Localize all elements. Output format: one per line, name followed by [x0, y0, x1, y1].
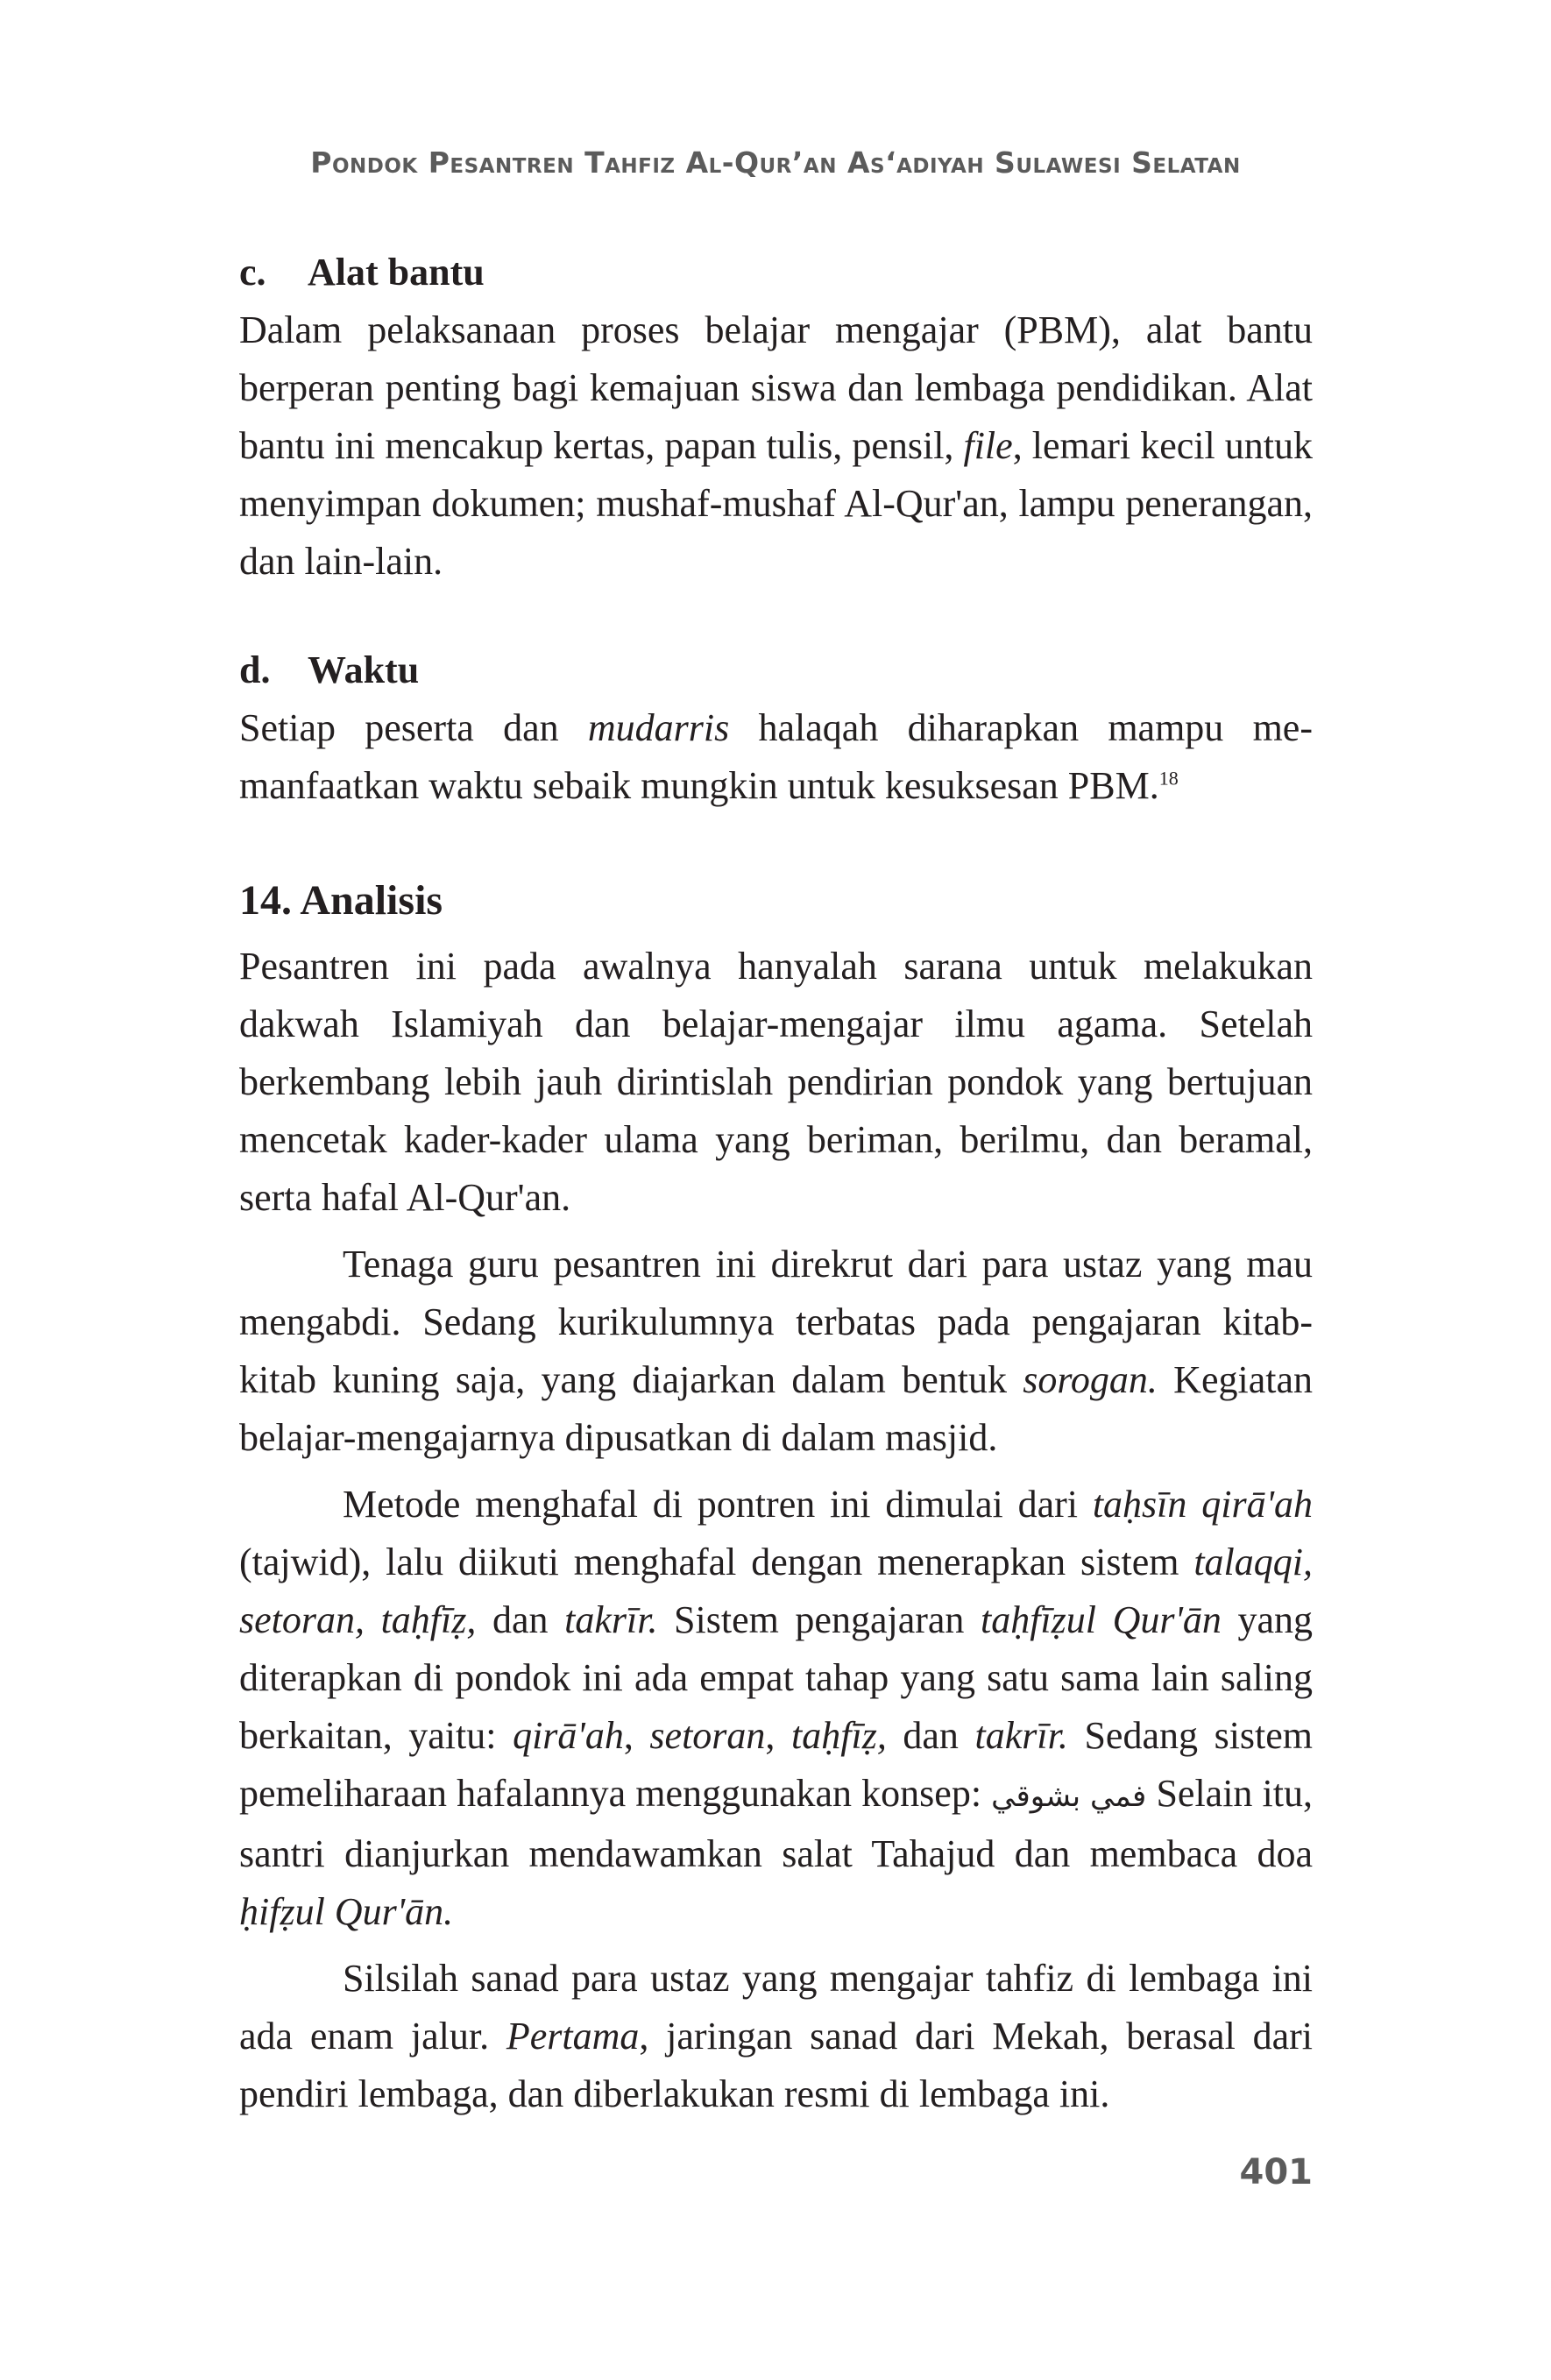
italic-term: qirā'ah: [513, 1714, 624, 1757]
text-run: ,: [765, 1714, 792, 1757]
section-14-heading: 14. Analisis: [239, 877, 443, 924]
italic-term: takrīr.: [564, 1598, 658, 1641]
text-run: , lemari kecil untuk menyimpan dokumen; mushaf-mushaf Al-Qur'an, lampu penerangan, dan lain-lain.: [239, 424, 1313, 583]
text-run: Kegiatan belajar-mengajarnya dipusatkan di dalam masjid.: [239, 1358, 1313, 1459]
section-c-paragraph: [239, 301, 1313, 591]
text-run: Setiap peserta dan: [239, 706, 588, 749]
section-d-heading: [239, 641, 1313, 699]
analysis-paragraph-3: [239, 1476, 1313, 1941]
text-run: Sedang sistem pemeliharaan hafalannya menggunakan konsep:: [239, 1714, 1314, 1815]
italic-term: file: [963, 424, 1013, 467]
text-run: yang diterapkan di pondok ini ada empat tahap yang satu sama lain saling berkaitan, yaitu:: [239, 1598, 1314, 1757]
text-run: , jaringan sanad dari Mekah, berasal dari pendiri lembaga, dan diberlakukan resmi di lembaga ini.: [239, 2015, 1313, 2115]
arabic-phrase: فمي بشوقي: [991, 1779, 1147, 1814]
section-d-paragraph: [239, 699, 1313, 815]
italic-term: taḥfīẓ,: [791, 1714, 887, 1757]
italic-term: talaqqi, setoran, taḥfīẓ,: [239, 1541, 1313, 1641]
text-run: Sistem pengajaran: [657, 1598, 981, 1641]
text-run: dan: [476, 1598, 565, 1641]
italic-term: ḥifẓul Qur'ān.: [239, 1890, 454, 1933]
text-run: halaqah diharapkan mampu me-manfaatkan waktu sebaik mungkin untuk kesuksesan PBM.: [239, 706, 1313, 807]
italic-term: mudarris: [587, 706, 730, 749]
italic-term: setoran: [649, 1714, 766, 1757]
section-c-marker: c.: [239, 251, 266, 294]
italic-term: sorogan.: [1023, 1358, 1158, 1401]
italic-term: taḥsīn qirā'ah: [1092, 1483, 1313, 1526]
text-run: ,: [623, 1714, 650, 1757]
page-body: [239, 244, 1313, 2123]
text-run: Dalam pelaksanaan proses belajar mengajar (PBM), alat bantu berperan penting bagi kemajuan siswa dan lembaga pendidikan. Alat bantu ini mencakup kertas, papan tulis, pensil,: [239, 308, 1313, 467]
section-c-heading: [239, 244, 1313, 301]
text-run: dan: [886, 1714, 975, 1757]
text-run: Silsilah sanad para ustaz yang mengajar tahfiz di lembaga ini ada enam jalur.: [239, 1957, 1313, 2058]
section-d-marker: d.: [239, 648, 271, 691]
running-header: Pondok Pesantren Tahfiz Al-Qur’an As‘adiyah Sulawesi Selatan: [310, 145, 1241, 180]
italic-term: Pertama: [506, 2015, 640, 2058]
analysis-paragraph-2: [239, 1236, 1313, 1467]
text-run: Selain itu, santri dianjurkan mendawamkan salat Tahajud dan membaca doa: [239, 1772, 1313, 1875]
text-run: (tajwid), lalu diikuti menghafal dengan menerapkan sistem: [239, 1541, 1194, 1583]
text-run: Tenaga guru pesantren ini direkrut dari para ustaz yang mau mengabdi. Sedang kurikulumnya terbatas pada pengajaran kitab-kitab kuning saja, yang diajarkan dalam bentuk: [239, 1243, 1313, 1401]
analysis-paragraph-4: [239, 1950, 1313, 2123]
section-c-title: Alat bantu: [308, 251, 485, 294]
analysis-paragraph-1: Pesantren ini pada awalnya hanyalah sarana untuk melakukan dakwah Islamiyah dan belajar-mengajar ilmu agama. Setelah berkembang lebih jauh dirintislah pendirian pondok yang bertujuan mencetak kader-kader ulama yang beriman, berilmu, dan beramal, serta hafal Al-Qur'an.: [239, 945, 1313, 1219]
footnote-reference: 18: [1158, 767, 1179, 790]
page-number: 401: [1239, 2152, 1313, 2192]
text-run: Metode menghafal di pontren ini dimulai dari: [343, 1483, 1093, 1526]
section-d-title: Waktu: [308, 648, 420, 691]
italic-term: takrīr.: [974, 1714, 1068, 1757]
italic-term: taḥfīẓul Qur'ān: [980, 1598, 1222, 1641]
